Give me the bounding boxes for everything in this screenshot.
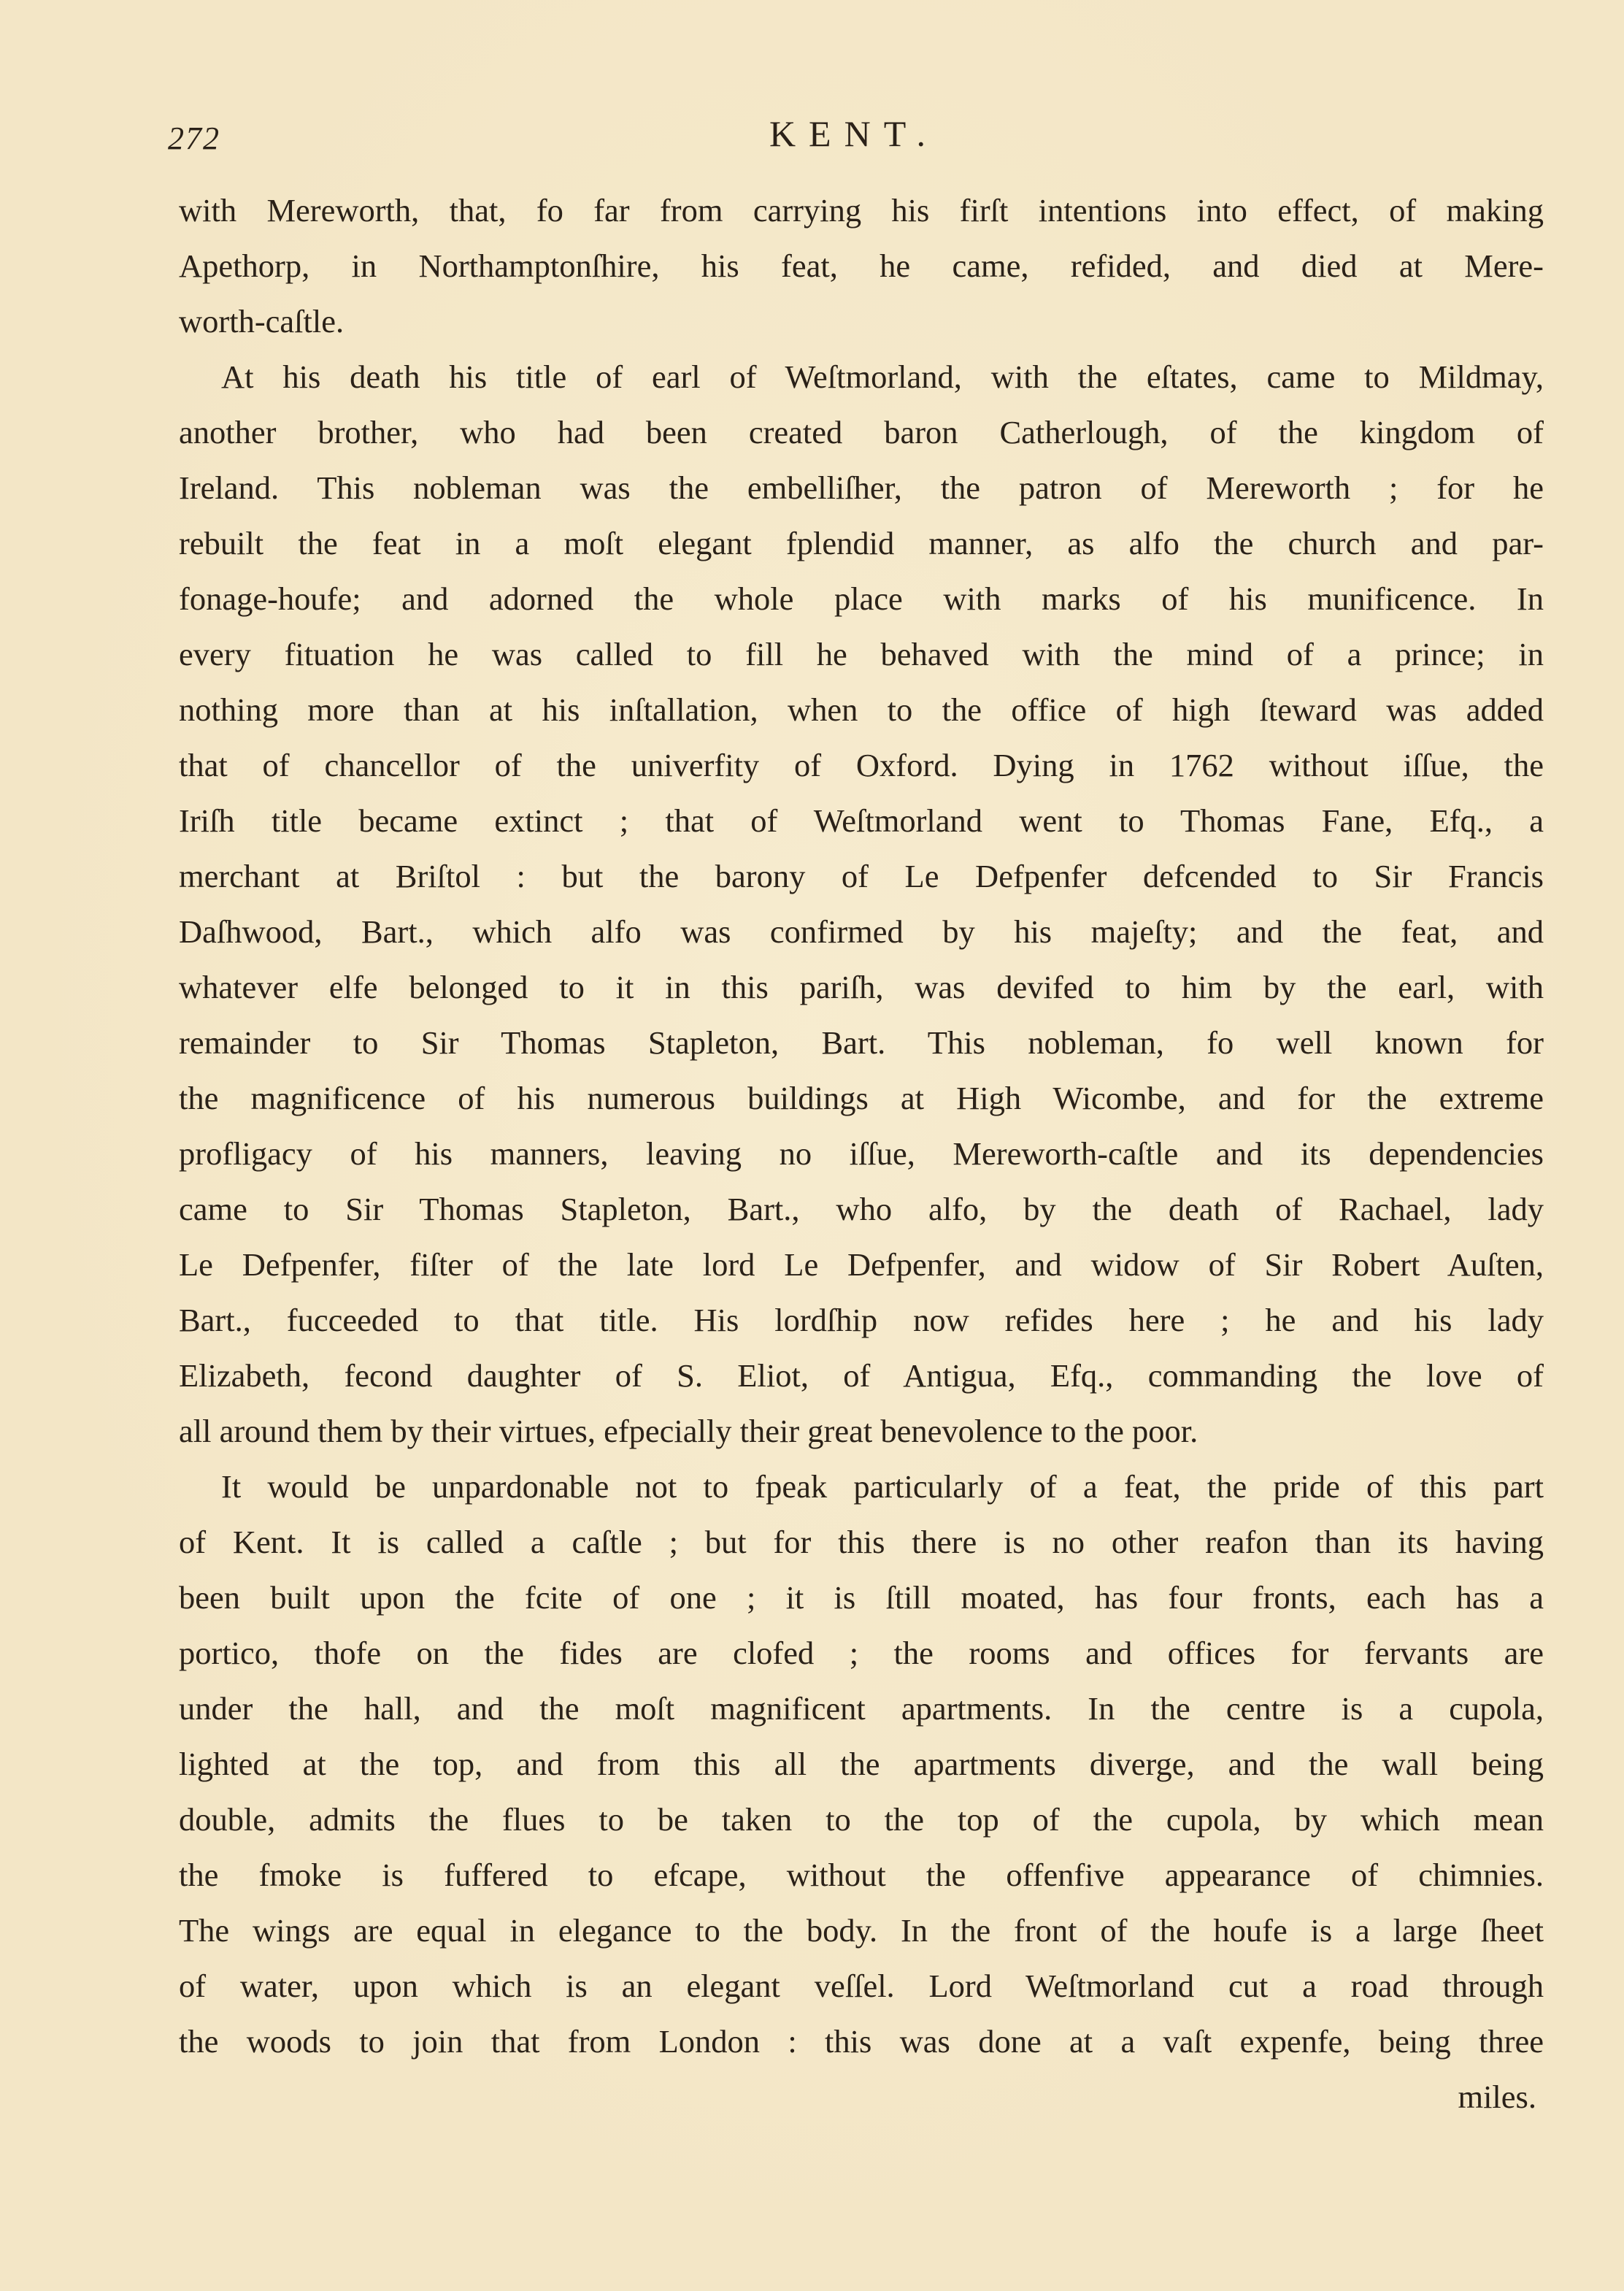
text-line: the magnificence of his numerous buildings at High Wicombe, and for the extreme — [179, 1080, 1544, 1116]
text-line: It would be unpardonable not to fpeak particularly of a feat, the pride of this part — [221, 1468, 1544, 1505]
text-line: fonage-houfe; and adorned the whole place with marks of his munificence. In — [179, 580, 1544, 617]
text-line: under the hall, and the moſt magnificent apartments. In the centre is a cupola, — [179, 1690, 1544, 1727]
text-line: The wings are equal in elegance to the body. In the front of the houfe is a large ſheet — [179, 1912, 1544, 1949]
text-line: been built upon the fcite of one ; it is ſtill moated, has four fronts, each has a — [179, 1579, 1544, 1616]
text-line: Elizabeth, fecond daughter of S. Eliot, of Antigua, Efq., commanding the love of — [179, 1357, 1544, 1394]
text-line: with Mereworth, that, fo far from carrying his firſt intentions into effect, of making — [179, 192, 1544, 229]
text-line: Bart., fucceeded to that title. His lordſhip now refides here ; he and his lady — [179, 1302, 1544, 1338]
text-line: nothing more than at his inſtallation, when to the office of high ſteward was added — [179, 691, 1544, 728]
text-line: Ireland. This nobleman was the embelliſher, the patron of Mereworth ; for he — [179, 469, 1544, 506]
text-line: rebuilt the feat in a moſt elegant fplendid manner, as alfo the church and par- — [179, 525, 1544, 561]
text-line: remainder to Sir Thomas Stapleton, Bart. This nobleman, fo well known for — [179, 1024, 1544, 1061]
text-line: Iriſh title became extinct ; that of Weſtmorland went to Thomas Fane, Efq., a — [179, 802, 1544, 839]
text-line: worth-caſtle. — [179, 303, 345, 339]
text-line: At his death his title of earl of Weſtmorland, with the eſtates, came to Mildmay, — [221, 358, 1544, 395]
text-line: of Kent. It is called a caſtle ; but for this there is no other reafon than its having — [179, 1524, 1544, 1560]
text-line: portico, thofe on the fides are clofed ; the rooms and offices for fervants are — [179, 1635, 1544, 1671]
text-line: all around them by their virtues, efpecially their great benevolence to the poor. — [179, 1413, 1198, 1449]
running-head: KENT. — [769, 113, 939, 154]
text-line: double, admits the flues to be taken to the top of the cupola, by which mean — [179, 1801, 1544, 1838]
text-line: that of chancellor of the univerfity of Oxford. Dying in 1762 without iſſue, the — [179, 747, 1544, 783]
catchword: miles. — [1458, 2079, 1536, 2115]
text-line: Apethorp, in Northamptonſhire, his feat, he came, refided, and died at Mere- — [179, 247, 1544, 284]
text-line: merchant at Briſtol : but the barony of Le Defpenfer defcended to Sir Francis — [179, 858, 1544, 894]
text-line: the woods to join that from London : this was done at a vaſt expenfe, being three — [179, 2023, 1544, 2060]
body-text — [179, 183, 1544, 2125]
text-line: another brother, who had been created baron Catherlough, of the kingdom of — [179, 414, 1544, 450]
text-line: every fituation he was called to fill he behaved with the mind of a prince; in — [179, 636, 1544, 672]
text-line: of water, upon which is an elegant veſſel. Lord Weſtmorland cut a road through — [179, 1968, 1544, 2004]
text-line: the fmoke is fuffered to efcape, without the offenfive appearance of chimnies. — [179, 1857, 1544, 1893]
text-line: lighted at the top, and from this all the apartments diverge, and the wall being — [179, 1746, 1544, 1782]
text-line: whatever elfe belonged to it in this pariſh, was devifed to him by the earl, with — [179, 969, 1544, 1005]
text-line: Daſhwood, Bart., which alfo was confirmed by his majeſty; and the feat, and — [179, 913, 1544, 950]
text-line: profligacy of his manners, leaving no iſſue, Mereworth-caſtle and its dependencies — [179, 1135, 1544, 1172]
text-line: Le Defpenfer, fiſter of the late lord Le Defpenfer, and widow of Sir Robert Auſten, — [179, 1246, 1544, 1283]
text-line: came to Sir Thomas Stapleton, Bart., who alfo, by the death of Rachael, lady — [179, 1191, 1544, 1227]
page-number: 272 — [168, 120, 220, 156]
page-header — [168, 108, 1540, 166]
